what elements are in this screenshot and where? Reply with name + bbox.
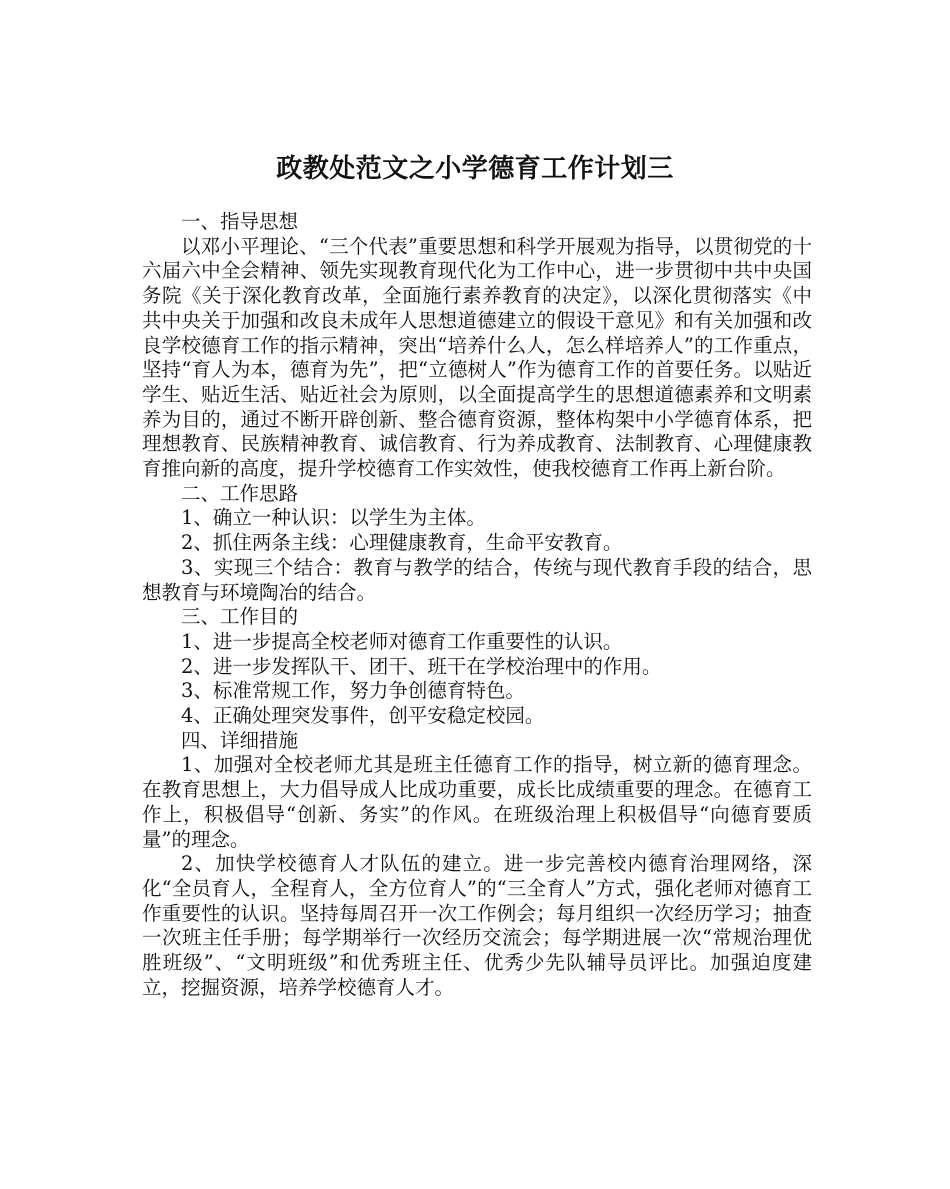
paragraph-measure-1: 1、加强对全校老师尤其是班主任德育工作的指导，树立新的德育理念。在教育思想上，大力倡导成人比成功重要，成长比成绩重要的理念。在德育工作上，积极倡导“创新、务实”的作风。在班级治理上积极倡导“向德育要质量”的理念。	[142, 753, 812, 851]
list-item-approach-2: 2、抓住两条主线：心理健康教育，生命平安教育。	[181, 531, 623, 555]
list-item-goal-3: 3、标准常规工作，努力争创德育特色。	[181, 679, 525, 703]
list-item-approach-3: 3、实现三个结合：教育与教学的结合，传统与现代教育手段的结合，思想教育与环境陶冶的结合。	[142, 555, 812, 604]
list-item-goal-4: 4、正确处理突发事件，创平安稳定校园。	[181, 704, 545, 728]
document-title: 政教处范文之小学德育工作计划三	[276, 154, 674, 185]
section-heading-guiding-thought: 一、指导思想	[181, 210, 299, 233]
list-item-goal-2: 2、进一步发挥队干、团干、班干在学校治理中的作用。	[181, 654, 662, 678]
list-item-goal-1: 1、进一步提高全校老师对德育工作重要性的认识。	[181, 629, 623, 653]
section-heading-measures: 四、详细措施	[181, 728, 299, 752]
paragraph-measure-2: 2、加快学校德育人才队伍的建立。进一步完善校内德育治理网络，深化“全员育人，全程育人，全方位育人”的“三全育人”方式，强化老师对德育工作重要性的认识。坚持每周召开一次工作例会；每月组织一次经历学习；抽查一次班主任手册；每学期举行一次经历交流会；每学期进展一次“常规治理优胜班级”、“文明班级”和优秀班主任、优秀少先队辅导员评比。加强迫度建立，挖掘资源，培养学校德育人才。	[142, 852, 812, 999]
list-item-approach-1: 1、确立一种认识：以学生为主体。	[181, 506, 486, 530]
document-body	[142, 210, 812, 1001]
section-heading-work-approach: 二、工作思路	[181, 481, 299, 505]
section-heading-work-goals: 三、工作目的	[181, 605, 299, 629]
paragraph-guiding-thought: 以邓小平理论、“三个代表”重要思想和科学开展观为指导，以贯彻党的十六届六中全会精神、领先实现教育现代化为工作中心，进一步贯彻中共中央国务院《关于深化教育改革，全面施行素养教育的决定》，以深化贯彻落实《中共中央关于加强和改良未成年人思想道德建立的假设干意见》和有关加强和改良学校德育工作的指示精神，突出“培养什么人，怎么样培养人”的工作重点，坚持“育人为本，德育为先”，把“立德树人”作为德育工作的首要任务。以贴近学生、贴近生活、贴近社会为原则，以全面提高学生的思想道德素养和文明素养为目的，通过不断开辟创新、整合德育资源，整体构架中小学德育体系，把理想教育、民族精神教育、诚信教育、行为养成教育、法制教育、心理健康教育推向新的高度，提升学校德育工作实效性，使我校德育工作再上新台阶。	[142, 234, 812, 481]
